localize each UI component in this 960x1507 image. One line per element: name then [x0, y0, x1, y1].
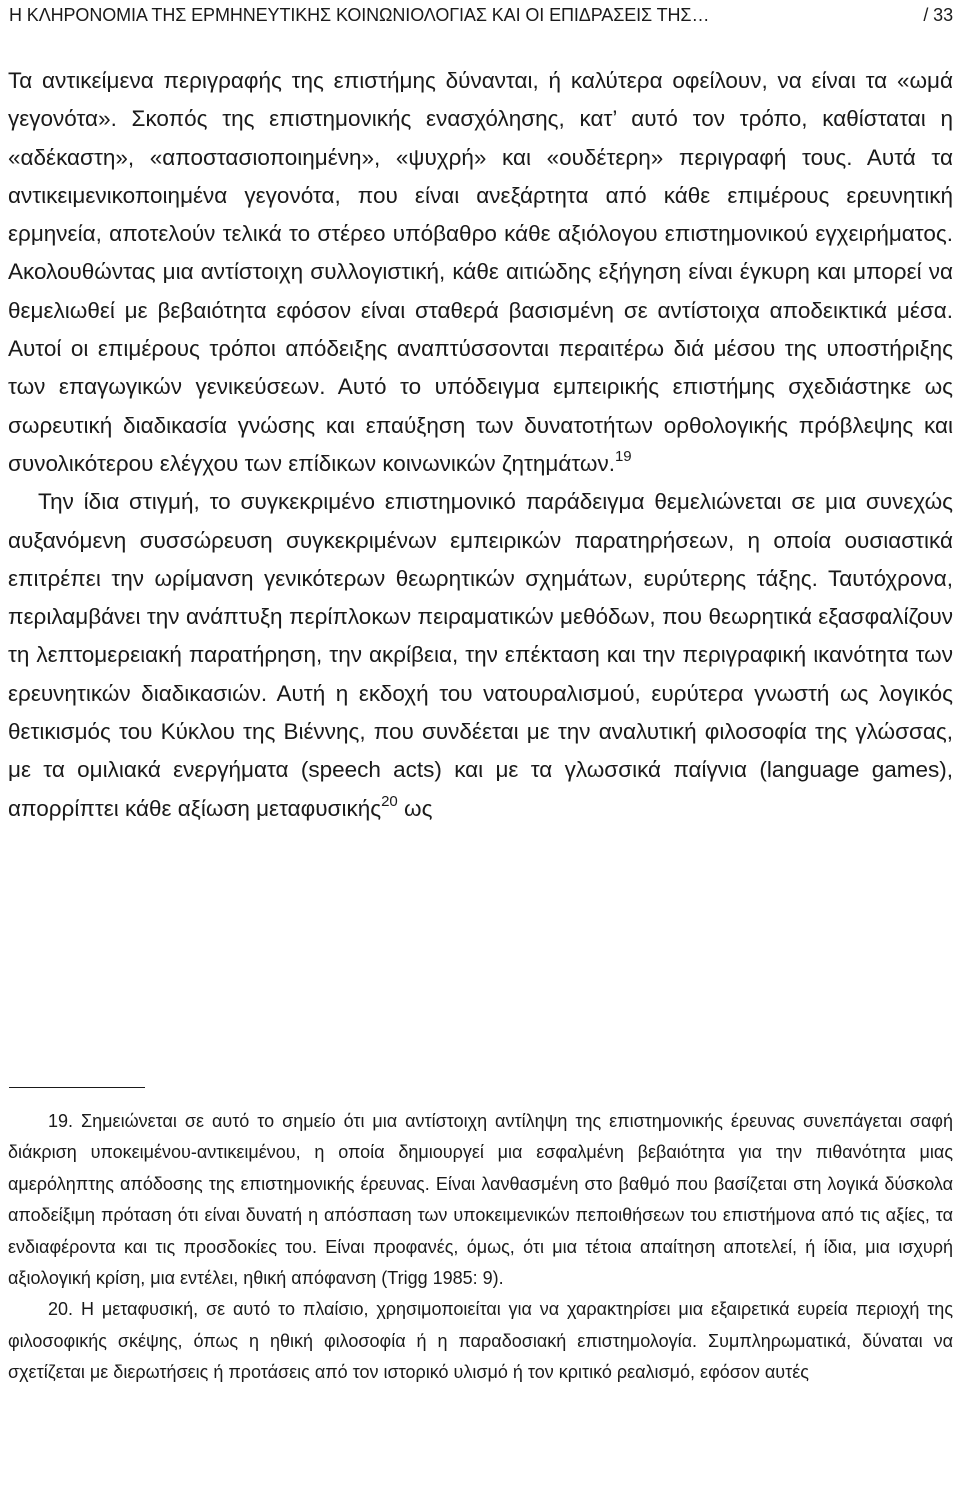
body-text — [8, 62, 953, 828]
footnote-ref-20[interactable]: 20 — [381, 792, 398, 810]
footnotes — [8, 1106, 953, 1389]
footnote-20 — [8, 1294, 953, 1388]
paragraph-text: Τα αντικείμενα περιγραφής της επιστήμης δύνανται, ή καλύτερα οφείλουν, να είναι τα «ωμά γεγονότα». Σκοπός της επιστημονικής ενασχόλησης, κατ’ αυτό τον τρόπο, καθίσταται η «αδέκαστη», «αποστασιοποιημένη», «ψυχρή» και «ουδέτερη» περιγραφή τους. Αυτά τα αντικειμενικοποιημένα γεγονότα, που είναι ανεξάρτητα από κάθε επιμέρους ερευνητική ερμηνεία, αποτελούν τελικά το στέρεο υπόβαθρο κάθε αξιόλογου επιστημονικού εγχειρήματος. Ακολουθώντας μια αντίστοιχη συλλογιστική, κάθε αιτιώδης εξήγηση είναι έγκυρη και μπορεί να θεμελιωθεί με βεβαιότητα εφόσον είναι σταθερά βασισμένη σε αντίστοιχα αποδεικτικά μέσα. Αυτοί οι επιμέρους τρόποι απόδειξης αναπτύσσονται περαιτέρω διά μέσου της υποστήριξης των επαγωγικών γενικεύσεων. Αυτό το υπόδειγμα εμπειρικής επιστήμης σχεδιάστηκε ως σωρευτική διαδικασία γνώσης και επαύξηση των δυνατοτήτων ορθολογικής πρόβλεψης και συνολικότερου ελέγχου των επίδικων κοινωνικών ζητημάτων. — [8, 68, 953, 476]
running-header-title: Η ΚΛΗΡΟΝΟΜΙΑ ΤΗΣ ΕΡΜΗΝΕΥΤΙΚΗΣ ΚΟΙΝΩΝΙΟΛΟΓΙΑΣ ΚΑΙ ΟΙ ΕΠΙΔΡΑΣΕΙΣ ΤΗΣ… — [9, 5, 710, 25]
paragraph — [8, 483, 953, 828]
running-header — [9, 0, 953, 30]
footnote-number: 20. — [48, 1299, 74, 1320]
footnote-number: 19. — [48, 1111, 74, 1131]
footnote-text: Η μεταφυσική, σε αυτό το πλαίσιο, χρησιμοποιείται για να χαρακτηρίσει μια εξαιρετικά ευρεία περιοχή της φιλοσοφικής σκέψης, όπως η ηθική φιλοσοφία ή η παραδοσιακή επιστημολογία. Συμπληρωματικά, δύναται να σχετίζεται με διερωτήσεις ή προτάσεις από τον ιστορικό υλισμό ή τον κριτικό ρεαλισμό, εφόσον αυτές — [8, 1299, 953, 1383]
footnote-divider — [9, 1087, 145, 1088]
footnote-ref-19[interactable]: 19 — [614, 447, 632, 465]
page-number: / 33 — [923, 5, 953, 25]
footnote-text: Σημειώνεται σε αυτό το σημείο ότι μια αντίστοιχη αντίληψη της επιστημονικής έρευνας συνεπάγεται σαφή διάκριση υποκειμένου-αντικειμένου, η οποία δημιουργεί μια εσφαλμένη βεβαιότητα για την πιθανότητα μιας αμερόληπτης απόδοσης της επιστημονικής έρευνας. Είναι λανθασμένη στο βαθμό που βασίζεται στη λογικά δύσκολα αποδείξιμη πρόταση ότι είναι δυνατή η απόσπαση των υποκειμενικών πεποιθήσεων του επιστήμονα από τις αξίες, τα ενδιαφέροντα και τις προσδοκίες του. Είναι προφανές, όμως, ότι μια τέτοια απαίτηση αποτελεί, ή ίδια, μια ισχυρή αξιολογική κρίση, μια εντέλει, ηθική απόφανση (Trigg 1985: 9). — [8, 1111, 953, 1289]
paragraph-tail: ως — [397, 795, 433, 821]
paragraph-text: Την ίδια στιγμή, το συγκεκριμένο επιστημονικό παράδειγμα θεμελιώνεται σε μια συνεχώς αυξανόμενη συσσώρευση συγκεκριμένων εμπειρικών παρατηρήσεων, η οποία ουσιαστικά επιτρέπει την ωρίμανση γενικότερων θεωρητικών σχημάτων, ευρύτερης τάξης. Ταυτόχρονα, περιλαμβάνει την ανάπτυξη περίπλοκων πειραματικών μεθόδων, που θεωρητικά εξασφαλίζουν τη λεπτομερειακή παρατήρηση, την ακρίβεια, την επέκταση και την περιγραφική ικανότητα των ερευνητικών διαδικασιών. Αυτή η εκδοχή του νατουραλισμού, ευρύτερα γνωστή ως λογικός θετικισμός του Κύκλου της Βιέννης, που συνδέεται με την αναλυτική φιλοσοφία της γλώσσας, με τα ομιλιακά ενεργήματα (speech acts) και με τα γλωσσικά παίγνια (language games), απορρίπτει κάθε αξίωση μεταφυσικής — [8, 489, 953, 821]
paragraph — [8, 62, 953, 483]
footnote-19 — [8, 1106, 953, 1294]
